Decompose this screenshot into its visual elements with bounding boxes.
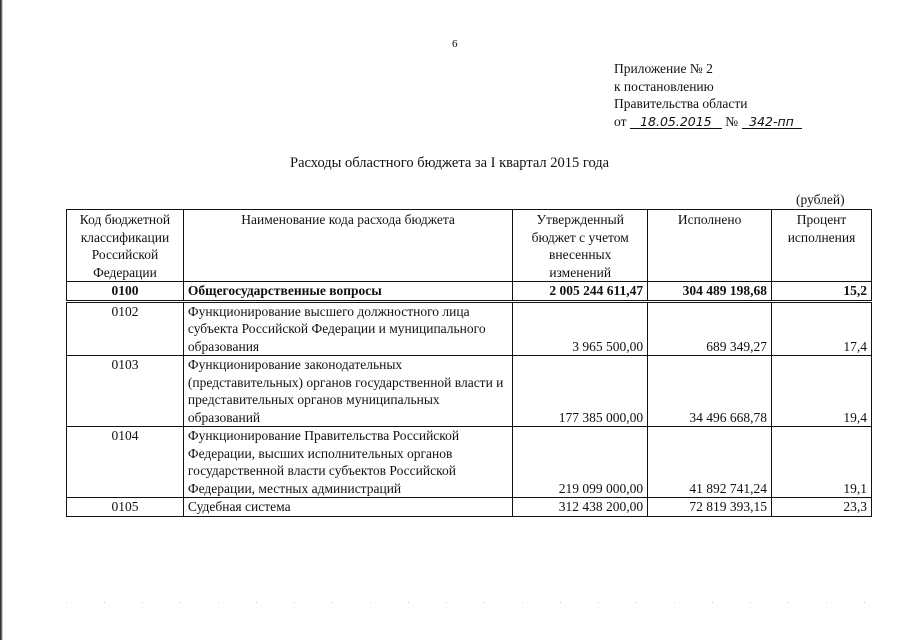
scan-edge [0, 0, 3, 640]
row-name: Функционирование высшего должностного лица субъекта Российской Федерации и муниципального образования [183, 301, 512, 356]
row-percent: 19,4 [772, 356, 872, 427]
row-code: 0103 [67, 356, 184, 427]
row-executed: 304 489 198,68 [648, 282, 772, 302]
header-percent: Процент исполнения [772, 210, 872, 282]
date-prefix: от [614, 113, 627, 129]
row-approved: 2 005 244 611,47 [513, 282, 648, 302]
row-approved: 219 099 000,00 [513, 427, 648, 498]
unit-label: (рублей) [796, 192, 845, 207]
table-row [67, 356, 872, 427]
row-approved: 177 385 000,00 [513, 356, 648, 427]
appendix-line-3: Правительства области [614, 96, 748, 111]
header-executed: Исполнено [648, 210, 772, 282]
row-name: Судебная система [183, 498, 512, 517]
appendix-block [614, 60, 802, 130]
row-approved: 312 438 200,00 [513, 498, 648, 517]
row-code: 0100 [67, 282, 184, 302]
row-code: 0104 [67, 427, 184, 498]
handwritten-number: 342-пп [742, 115, 802, 129]
row-approved: 3 965 500,00 [513, 301, 648, 356]
row-name: Функционирование законодательных (представительных) органов государственной власти и представительных органов муниципальных образований [183, 356, 512, 427]
handwritten-date: 18.05.2015 [630, 115, 722, 129]
row-percent: 15,2 [772, 282, 872, 302]
row-executed: 689 349,27 [648, 301, 772, 356]
table-header-row [67, 210, 872, 282]
appendix-date-line [614, 113, 802, 131]
appendix-line-1: Приложение № 2 [614, 61, 713, 76]
row-executed: 34 496 668,78 [648, 356, 772, 427]
row-code: 0102 [67, 301, 184, 356]
table-row [67, 282, 872, 302]
row-name: Функционирование Правительства Российской Федерации, высших исполнительных органов государственной власти субъектов Российской Федерации, местных администраций [183, 427, 512, 498]
row-percent: 23,3 [772, 498, 872, 517]
row-executed: 41 892 741,24 [648, 427, 772, 498]
header-approved: Утвержденный бюджет с учетом внесенных изменений [513, 210, 648, 282]
table-row [67, 301, 872, 356]
budget-table [66, 209, 872, 517]
table-row [67, 498, 872, 517]
row-name: Общегосударственные вопросы [183, 282, 512, 302]
row-percent: 17,4 [772, 301, 872, 356]
row-executed: 72 819 393,15 [648, 498, 772, 517]
header-code: Код бюджетной классификации Российской Федерации [67, 210, 184, 282]
table-row [67, 427, 872, 498]
number-prefix: № [725, 113, 739, 129]
row-code: 0105 [67, 498, 184, 517]
document-title: Расходы областного бюджета за I квартал 2015 года [290, 155, 610, 171]
row-percent: 19,1 [772, 427, 872, 498]
scan-dot-line [66, 602, 872, 603]
header-name: Наименование кода расхода бюджета [183, 210, 512, 282]
appendix-line-2: к постановлению [614, 78, 714, 94]
page-number: 6 [452, 38, 458, 50]
